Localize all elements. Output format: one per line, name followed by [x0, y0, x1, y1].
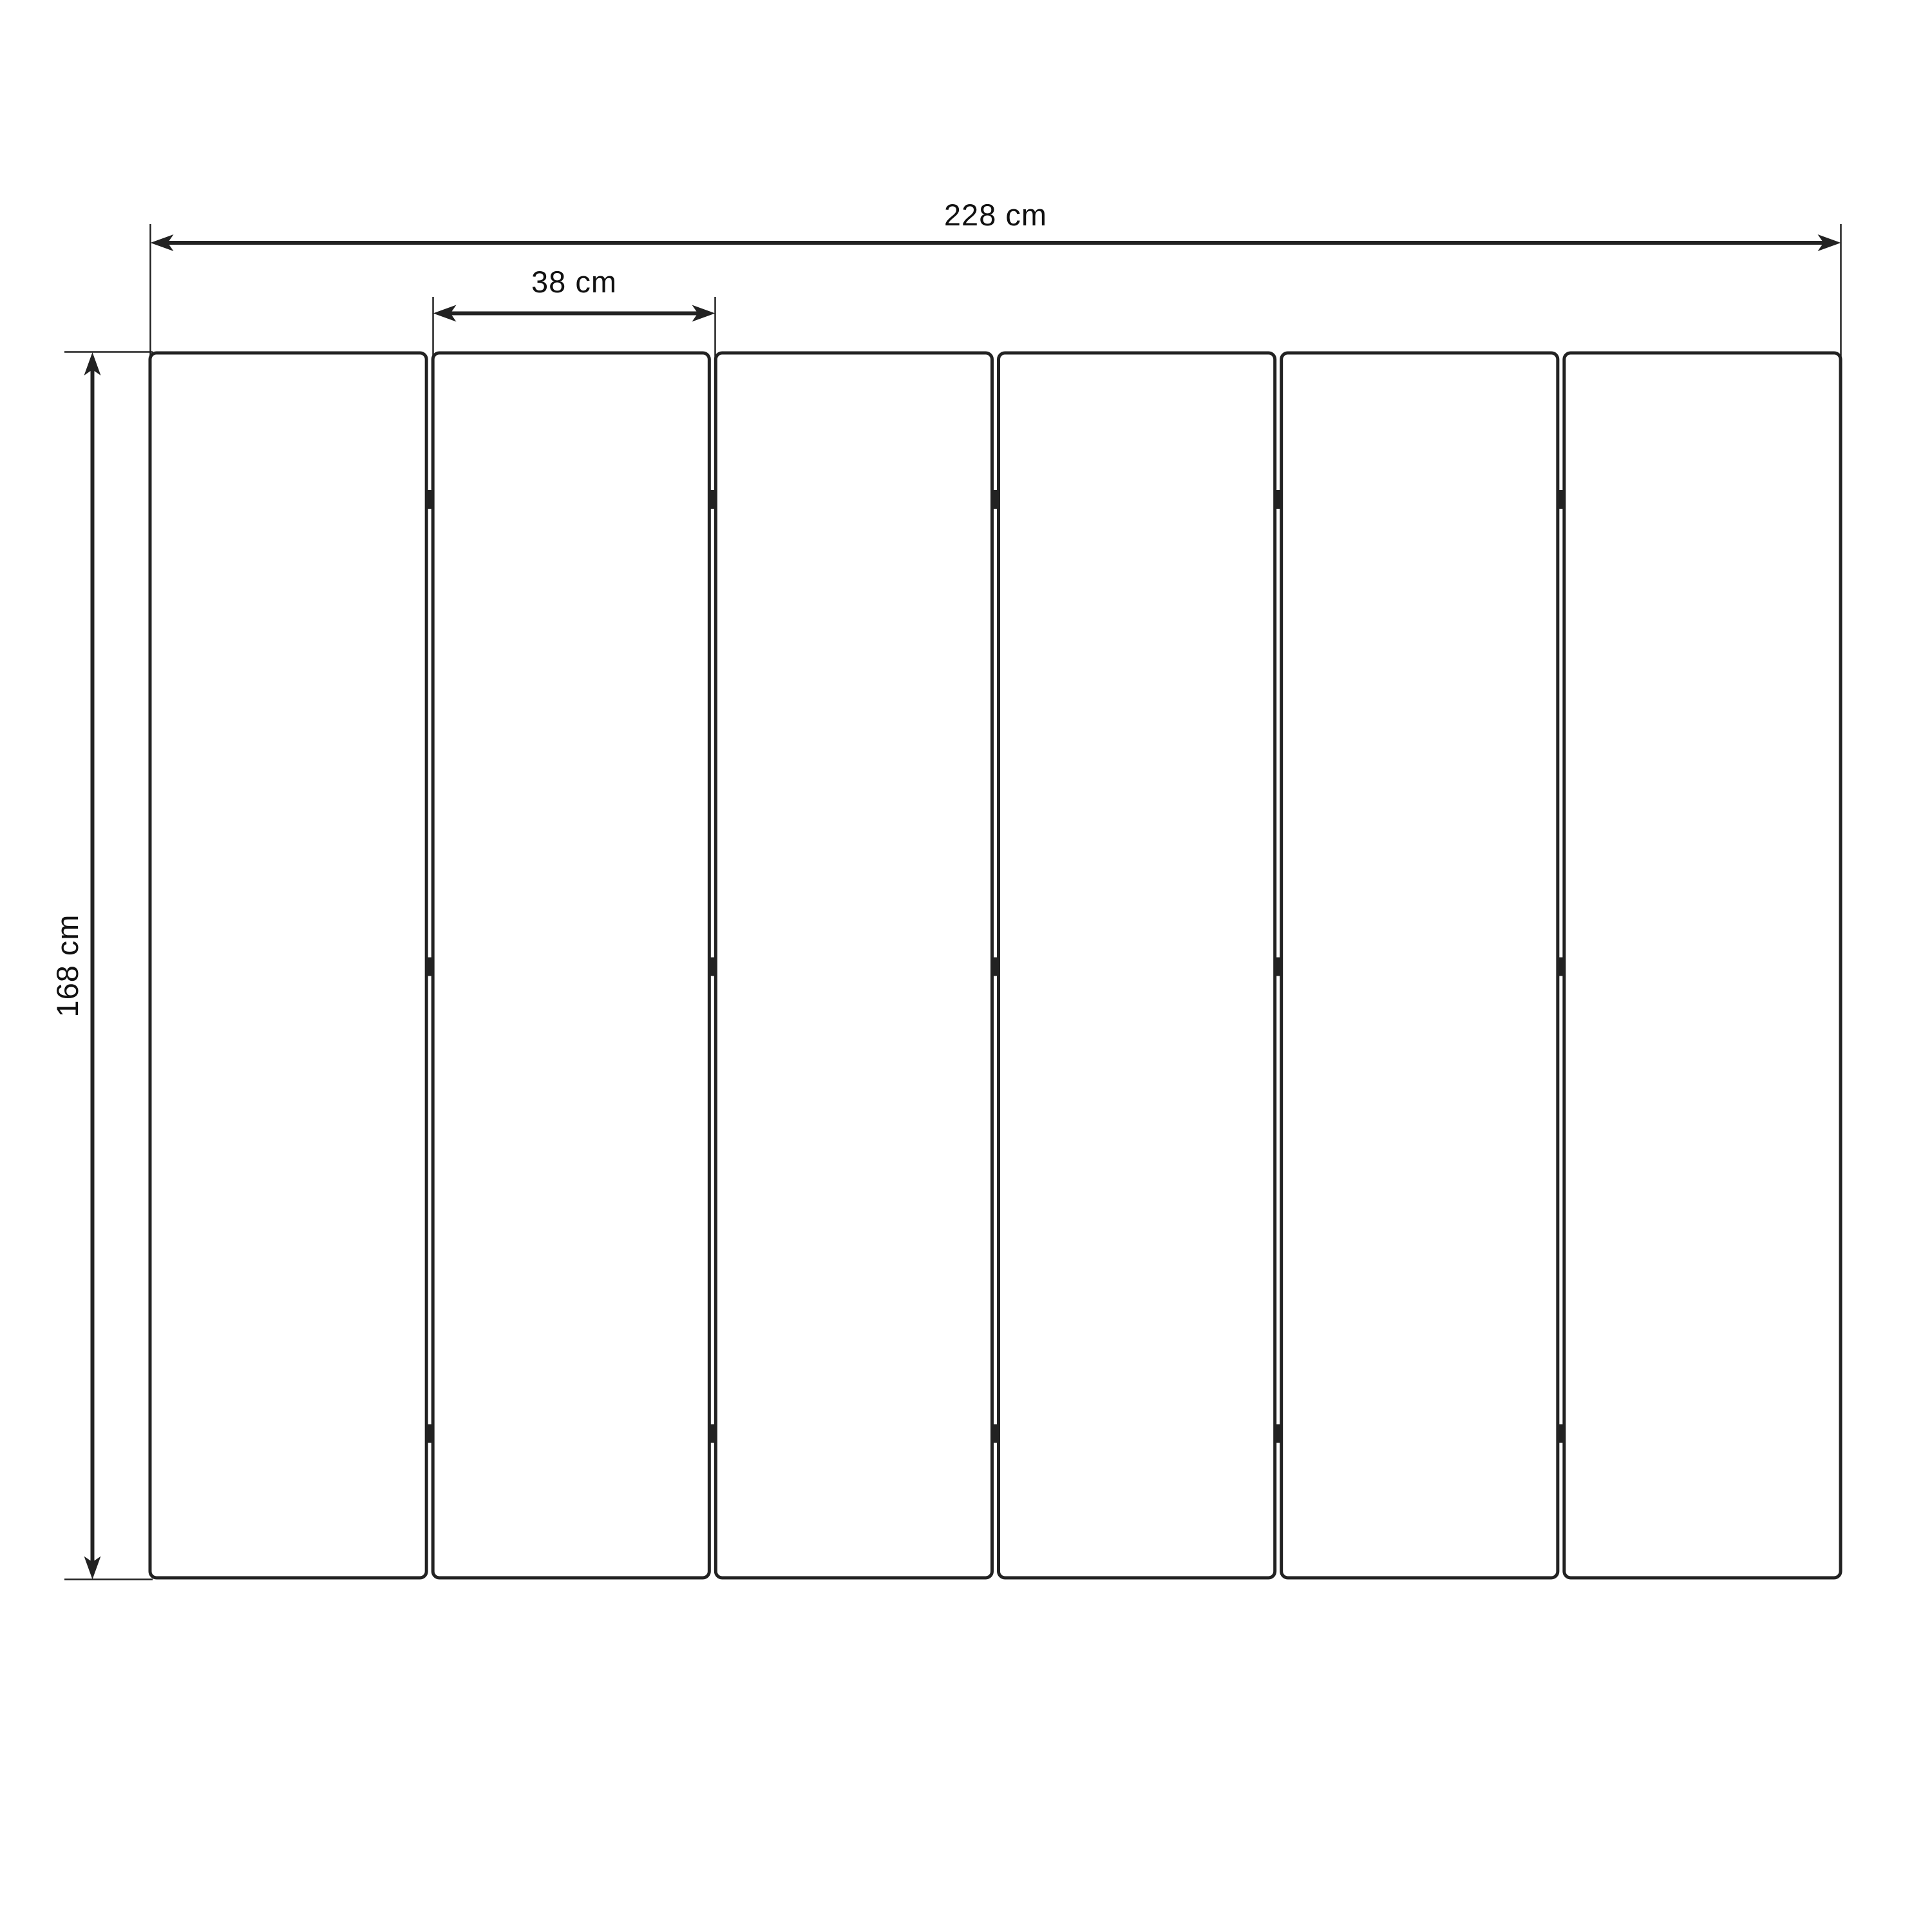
hinge-joint2-row3: [708, 1425, 717, 1443]
hinge-joint3-row3: [991, 1425, 999, 1443]
hinge-joint1-row2: [426, 958, 434, 976]
height-dimension: [50, 352, 153, 1580]
panel-width-dimension: [433, 265, 715, 359]
panel-5: [1282, 353, 1558, 1578]
hinge-joint2-row1: [708, 490, 717, 509]
panel-6: [1564, 353, 1841, 1578]
hinge-joint5-row2: [1557, 958, 1565, 976]
hinge-joint4-row3: [1274, 1425, 1282, 1443]
hinge-joint5-row3: [1557, 1425, 1565, 1443]
panel-width-label: 38 cm: [531, 265, 617, 299]
hinge-joint4-row2: [1274, 958, 1282, 976]
height-label: 168 cm: [50, 914, 84, 1018]
panel-1: [150, 353, 426, 1578]
hinge-joint5-row1: [1557, 490, 1565, 509]
panel-4: [999, 353, 1275, 1578]
hinge-joint1-row3: [426, 1425, 434, 1443]
total-width-label: 228 cm: [943, 198, 1048, 232]
hinge-joint3-row2: [991, 958, 999, 976]
total-width-dimension: [151, 198, 1841, 361]
hinge-joint4-row1: [1274, 490, 1282, 509]
hinge-joint2-row2: [708, 958, 717, 976]
panel-2: [433, 353, 709, 1578]
hinge-joint1-row1: [426, 490, 434, 509]
panel-3: [715, 353, 992, 1578]
hinge-joint3-row1: [991, 490, 999, 509]
